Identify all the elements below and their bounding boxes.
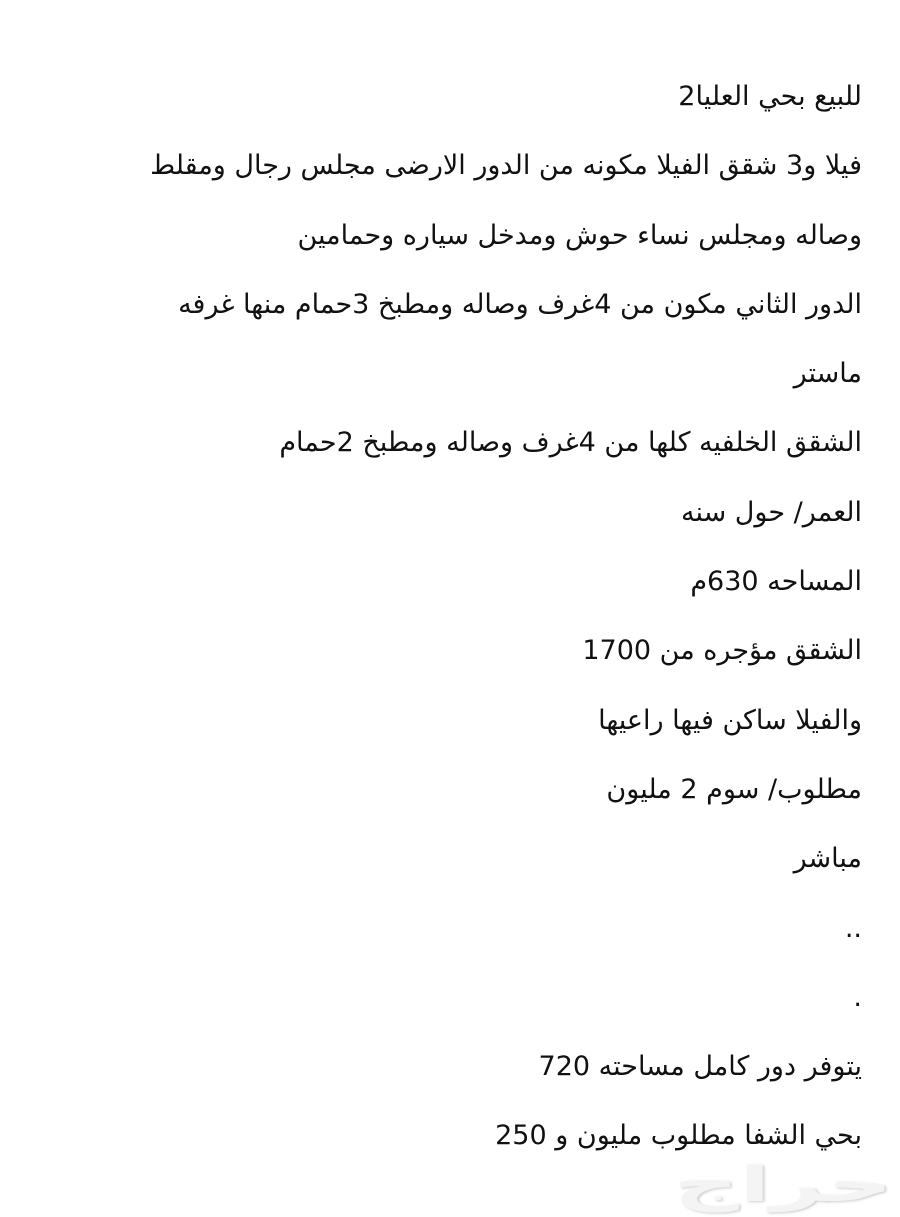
listing-line: للبيع بحي العليا2 (678, 81, 862, 112)
listing-line: ماستر (793, 358, 862, 390)
listing-line: . (853, 981, 862, 1013)
listing-line: مباشر (793, 843, 862, 875)
listing-line: .. (844, 912, 862, 944)
listing-line: بحي الشفا مطلوب مليون و 250 (495, 1120, 862, 1152)
listing-line: الشقق الخلفيه كلها من 4غرف وصاله ومطبخ 2حمام (279, 427, 862, 459)
listing-text (42, 72, 862, 1181)
listing-line: مطلوب/ سوم 2 مليون (606, 773, 862, 805)
listing-line: العمر/ حول سنه (680, 496, 862, 528)
listing-line: المساحه 630م (690, 566, 862, 598)
listing-line: والفيلا ساكن فيها راعيها (598, 704, 862, 736)
listing-line: يتوفر دور كامل مساحته 720 (538, 1051, 862, 1083)
haraj-watermark-logo: حراج (673, 1157, 893, 1213)
listing-line: الشقق مؤجره من 1700 (582, 635, 862, 667)
listing-line: فيلا و3 شقق الفيلا مكونه من الدور الارضى مجلس رجال ومقلط (150, 150, 862, 182)
listing-line: وصاله ومجلس نساء حوش ومدخل سياره وحمامين (297, 219, 862, 251)
listing-line: الدور الثاني مكون من 4غرف وصاله ومطبخ 3حمام منها غرفه (178, 288, 862, 320)
